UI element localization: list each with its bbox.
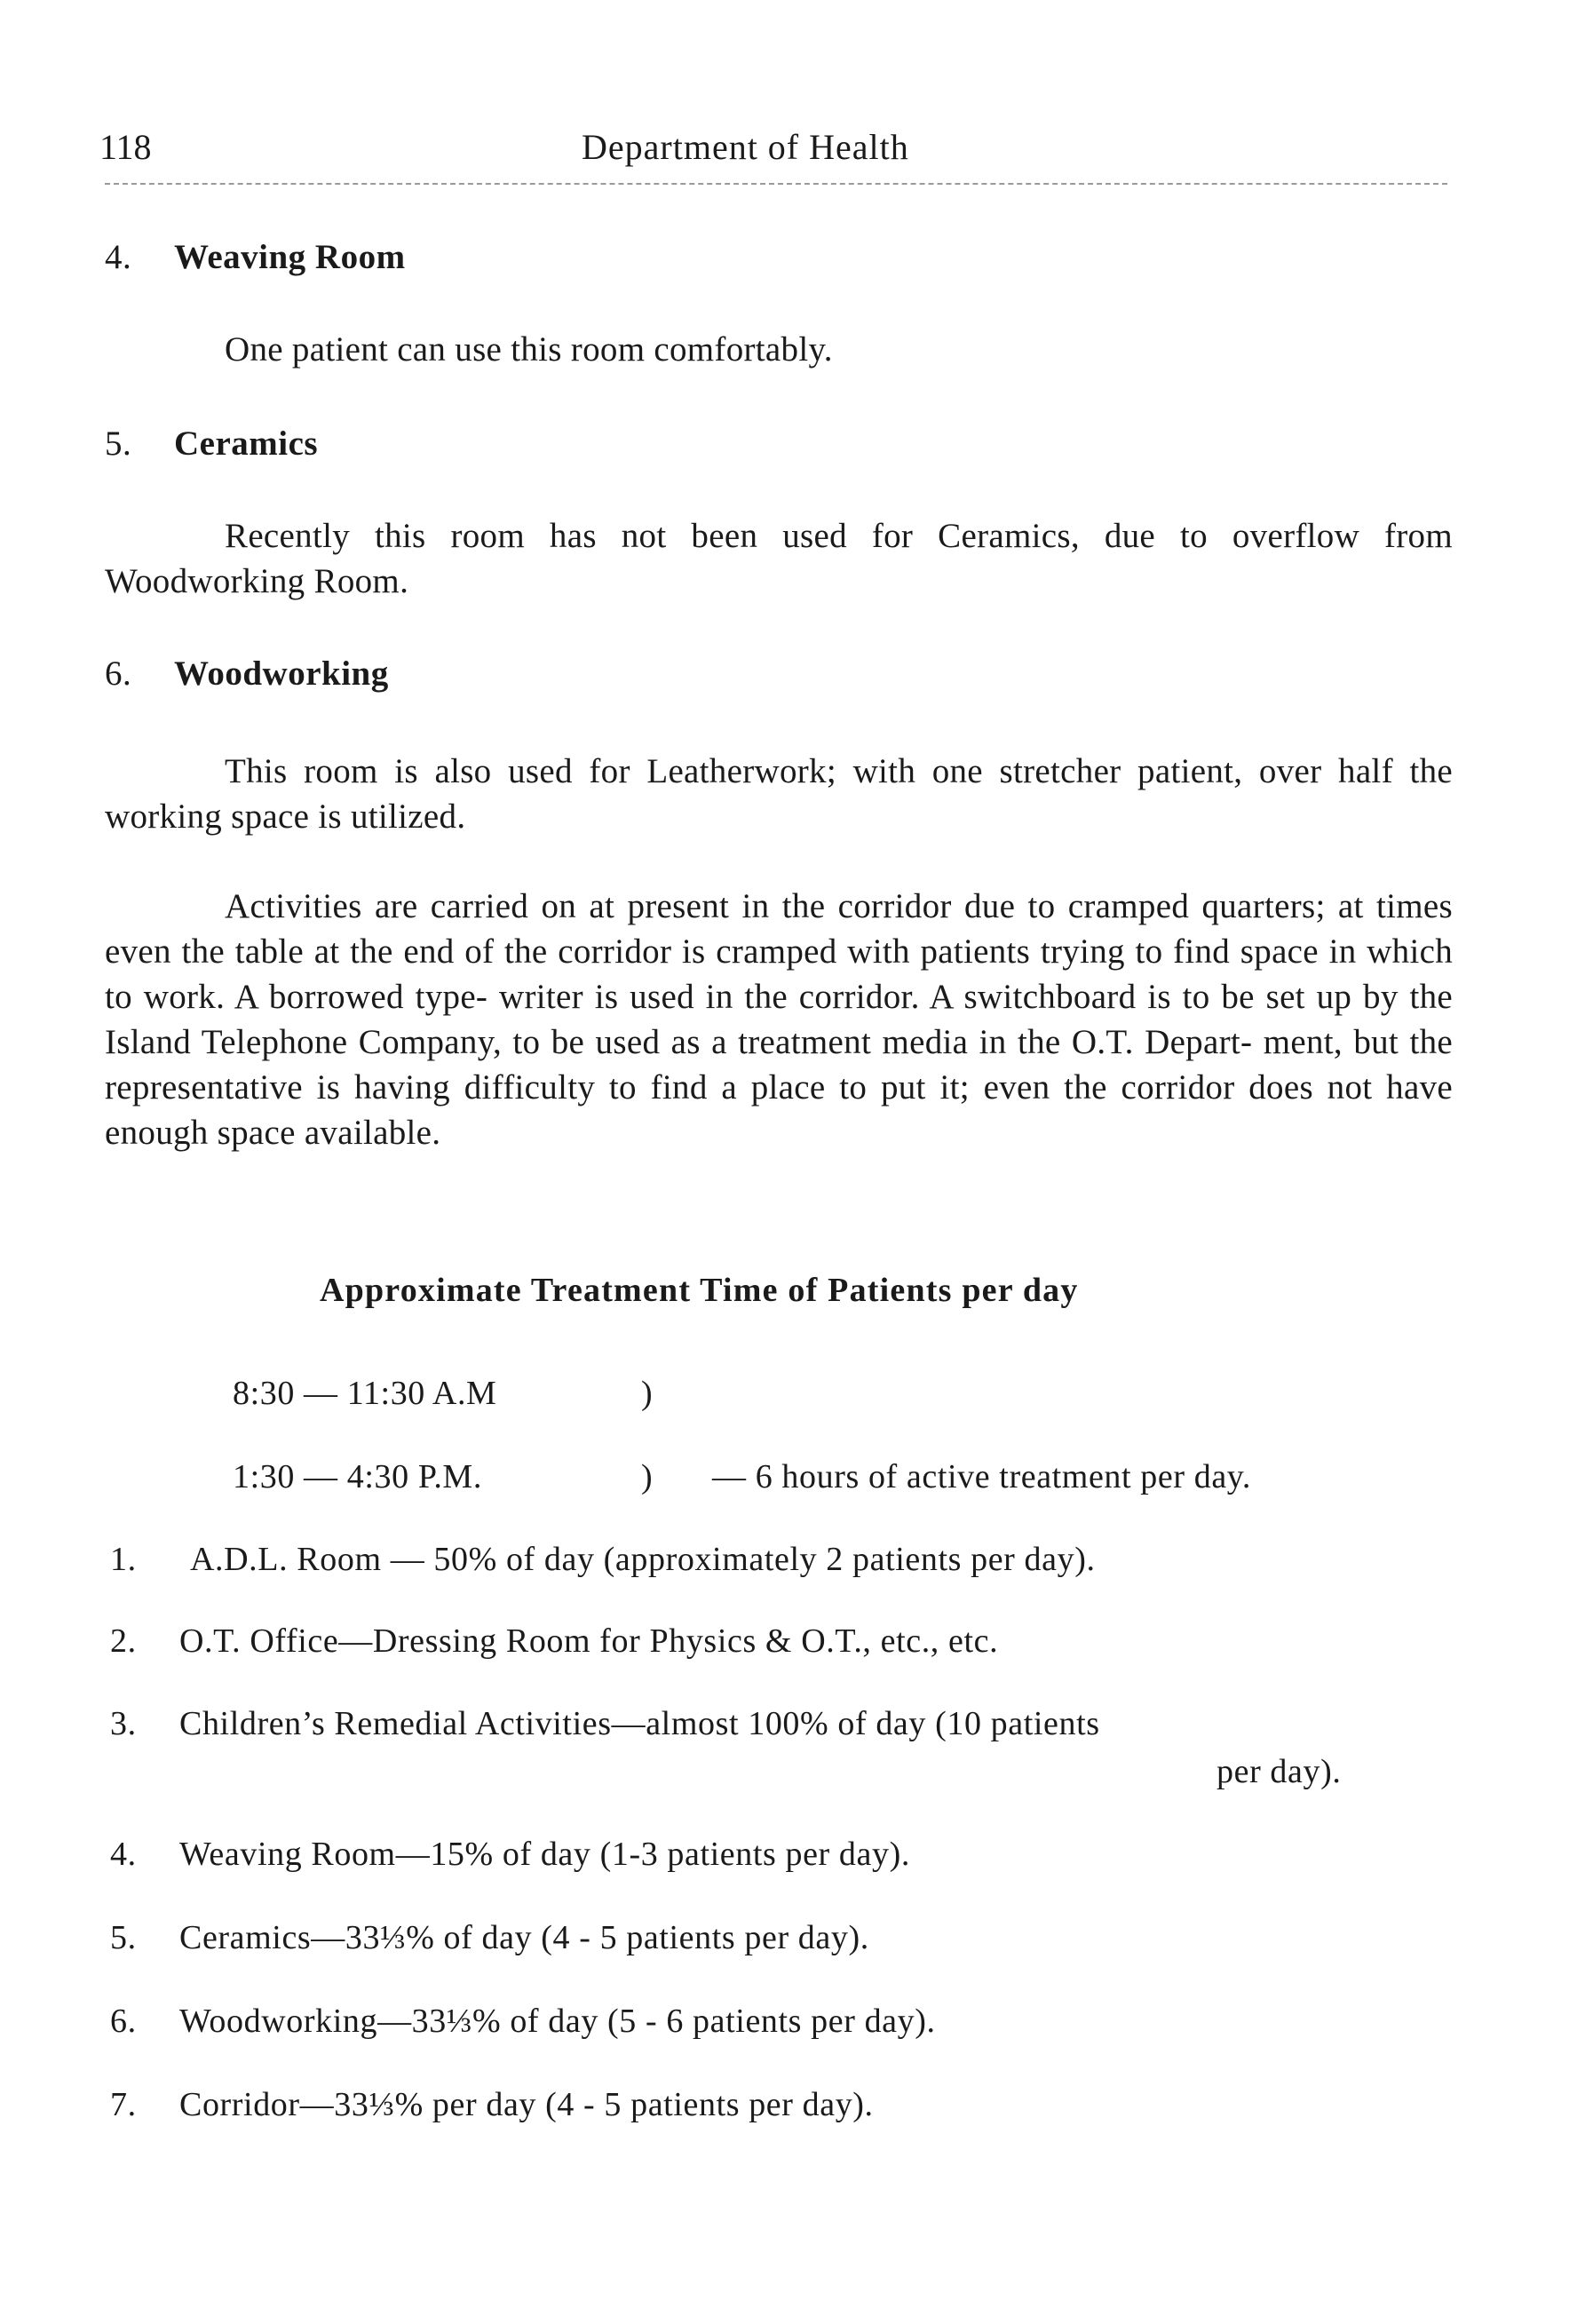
schedule-morning: 8:30 — 11:30 A.M [233, 1375, 497, 1412]
item-number: 2. [110, 1622, 137, 1660]
list-item-continuation: per day). [1216, 1753, 1342, 1790]
item-number: 3. [110, 1705, 137, 1742]
schedule-title: Approximate Treatment Time of Patients per day [320, 1272, 1079, 1309]
schedule-bracket-2: ) [641, 1458, 654, 1495]
schedule-afternoon: 1:30 — 4:30 P.M. [233, 1458, 482, 1495]
running-header-title: Department of Health [582, 127, 909, 167]
section-heading-weaving-room [105, 234, 406, 280]
paragraph-text: One patient can use this room comfortably. [225, 330, 833, 369]
item-number: 4. [110, 1836, 137, 1873]
section-title: Ceramics [174, 424, 319, 463]
paragraph-text: This room is also used for Leatherwork; with one stretcher patient, over half the working space is utilized. [105, 752, 1453, 836]
section-title: Weaving Room [174, 238, 406, 276]
item-text: Ceramics—33⅓% of day (4 - 5 patients per day). [179, 1919, 869, 1956]
page-number: 118 [99, 127, 152, 167]
section-heading-woodworking [105, 651, 389, 696]
section-number: 5. [105, 424, 132, 463]
schedule-bracket-1: ) [641, 1375, 654, 1412]
section-paragraph-woodworking [105, 749, 1453, 839]
item-text: O.T. Office—Dressing Room for Physics & O.T., etc., etc. [179, 1622, 999, 1660]
item-text: Corridor—33⅓% per day (4 - 5 patients per day). [179, 2086, 874, 2123]
item-number: 6. [110, 2003, 137, 2040]
section-title: Woodworking [174, 654, 389, 693]
section-heading-ceramics [105, 421, 318, 466]
item-text: Weaving Room—15% of day (1-3 patients per day). [179, 1836, 910, 1873]
section-number: 4. [105, 238, 132, 276]
item-text: Children’s Remedial Activities—almost 100% of day (10 patients [179, 1705, 1100, 1742]
item-number: 7. [110, 2086, 137, 2123]
item-text: Woodworking—33⅓% of day (5 - 6 patients per day). [179, 2003, 936, 2040]
schedule-summary: — 6 hours of active treatment per day. [712, 1458, 1252, 1495]
section-number: 6. [105, 654, 132, 693]
section-paragraph-ceramics [105, 513, 1453, 604]
item-number: 5. [110, 1919, 137, 1956]
section-paragraph-weaving [105, 327, 1453, 372]
header-rule [105, 183, 1447, 185]
section-paragraph-corridor [105, 884, 1453, 1155]
paragraph-text: Activities are carried on at present in the corridor due to cramped quarters; at times even the table at the end of the corridor is cramped with patients trying to find space in which to work. A borrowed type- writer is used in the corridor. A switchboard is to be set up by the Island Telephone Company, to be used as a treatment media in the O.T. Depart- ment, but the representative is having difficulty to find a place to put it; even the corridor does not have enough space available. [105, 887, 1453, 1152]
paragraph-text: Recently this room has not been used for Ceramics, due to overflow from Woodworking Room. [105, 517, 1453, 600]
item-text: A.D.L. Room — 50% of day (approximately 2 patients per day). [190, 1541, 1096, 1578]
item-number: 1. [110, 1541, 137, 1578]
